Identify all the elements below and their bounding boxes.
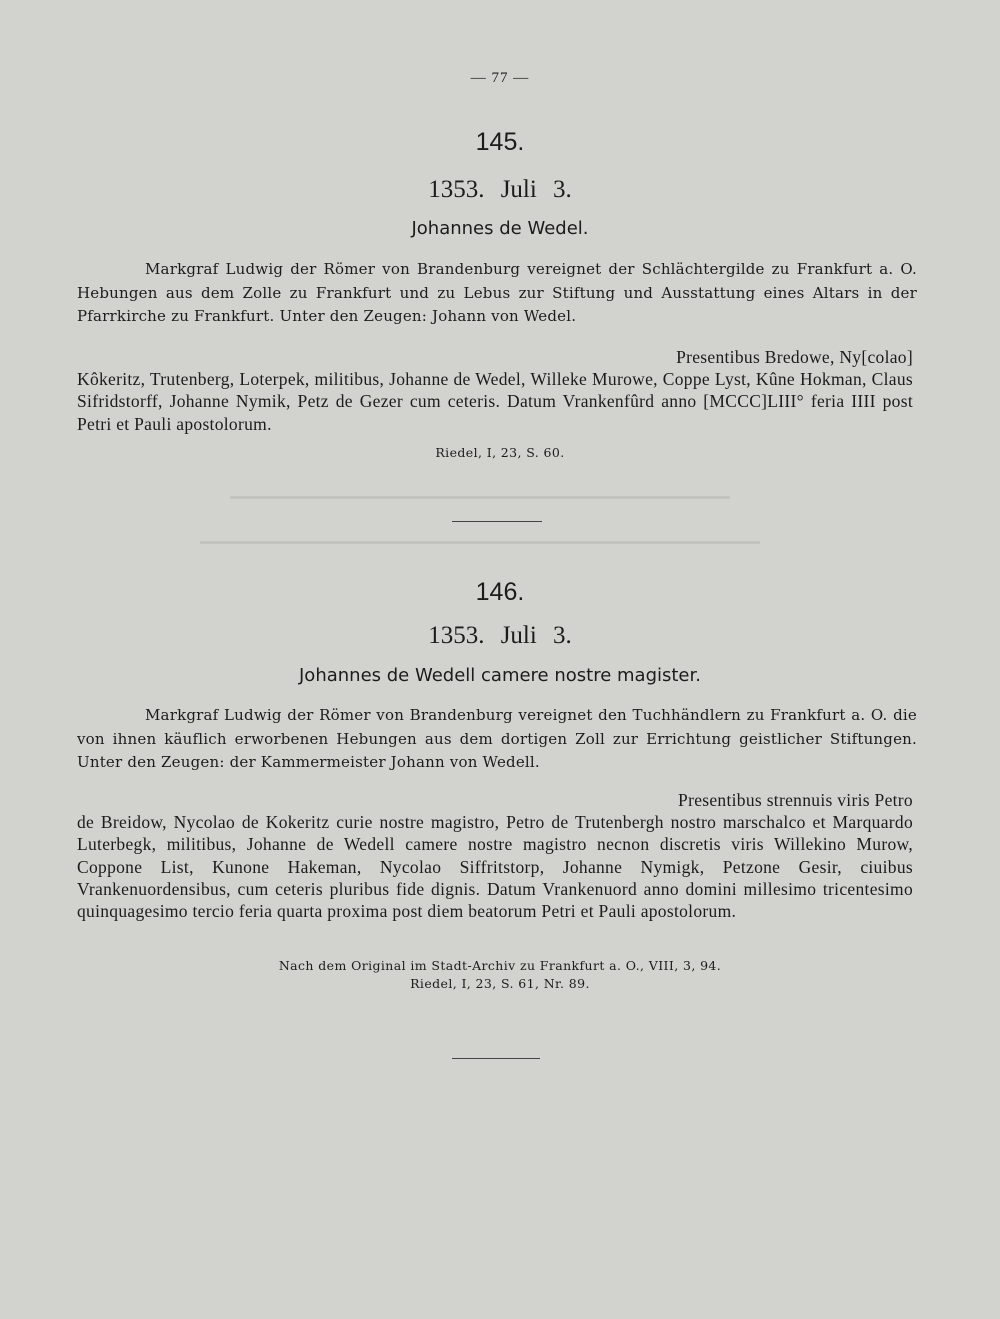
entry-number: 145. (475, 128, 525, 156)
latin-first-line: Presentibus Bredowe, Ny[colao] (676, 347, 913, 367)
bleed-through (200, 541, 760, 544)
latin-body: de Breidow, Nycolao de Kokeritz curie nostre magistro, Petro de Trutenbergh nostro marschalco et Marquardo Luterbegk, militibus, Johanne de Wedell camere nostre magistro necnon discretis viris Willekino Murow, Coppone List, Kunone Hakeman, Nycolao Siffritstorp, Johanne Nymigk, Petzone Gesir, ciuibus Vrankenuordensibus, cum ceteris pluribus fide dignis. Datum Vrankenuord anno domini millesimo tricentesimo quinquagesimo tercio feria quarta proxima post diem beatorum Petri et Pauli apostolorum. (77, 812, 913, 922)
entry-source (0, 957, 1000, 992)
entry-regest: Markgraf Ludwig der Römer von Brandenburg vereignet den Tuchhändlern zu Frankfurt a. O. die von ihnen käuflich erworbenen Hebungen aus dem dortigen Zoll zur Errichtung geistlicher Stiftungen. Unter den Zeugen: der Kammermeister Johann von Wedell. (77, 706, 917, 771)
source-line: Nach dem Original im Stadt-Archiv zu Frankfurt a. O., VIII, 3, 94. (278, 958, 722, 973)
separator-rule (452, 521, 542, 522)
entry-source (0, 444, 1000, 462)
entry-title: Johannes de Wedell camere nostre magister. (299, 665, 701, 686)
bleed-through (230, 496, 730, 499)
page-number: — 77 — (470, 70, 530, 86)
source-line: Riedel, I, 23, S. 61, Nr. 89. (410, 975, 590, 991)
entry-latin-text (77, 789, 913, 922)
entry-latin-text (77, 346, 913, 435)
entry-title: Johannes de Wedel. (411, 218, 589, 239)
entry-number: 146. (475, 578, 525, 606)
latin-body: Kôkeritz, Trutenberg, Loterpek, militibus, Johanne de Wedel, Willeke Murowe, Coppe Lyst, Kûne Hokman, Claus Sifridstorff, Johanne Nymik, Petz de Gezer cum ceteris. Datum Vrankenfûrd anno [MCCC]LIII° feria IIII post Petri et Pauli apostolorum. (77, 369, 913, 434)
entry-date: 1353. Juli 3. (428, 622, 572, 649)
latin-first-line: Presentibus strennuis viris Petro (678, 790, 913, 810)
separator-rule (452, 1058, 540, 1059)
entry-date: 1353. Juli 3. (428, 176, 572, 203)
entry-regest: Markgraf Ludwig der Römer von Brandenburg vereignet der Schlächtergilde zu Frankfurt a. O. Hebungen aus dem Zolle zu Frankfurt und zu Lebus zur Stiftung und Ausstattung eines Altars in der Pfarrkirche zu Frankfurt. Unter den Zeugen: Johann von Wedel. (77, 260, 917, 325)
source-line: Riedel, I, 23, S. 60. (435, 445, 565, 460)
